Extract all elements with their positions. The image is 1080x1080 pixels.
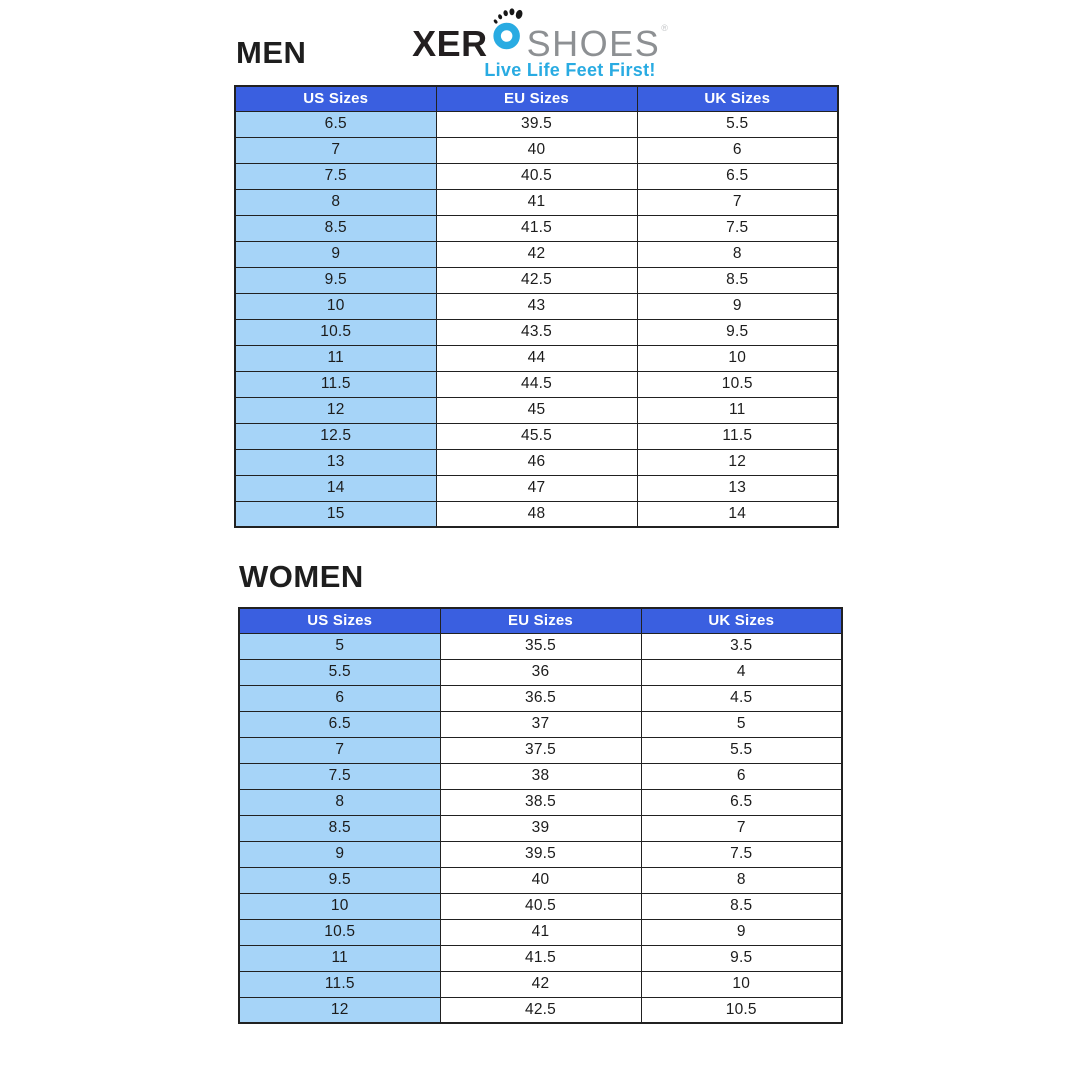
table-row — [239, 789, 842, 815]
size-cell: 8 — [235, 189, 436, 215]
size-cell: 41.5 — [436, 215, 637, 241]
size-cell: 7 — [641, 815, 842, 841]
size-cell: 10 — [235, 293, 436, 319]
size-cell: 9.5 — [235, 267, 436, 293]
table-row — [235, 111, 838, 137]
table-row — [239, 685, 842, 711]
size-cell: 12 — [239, 997, 440, 1023]
size-cell: 40 — [440, 867, 641, 893]
size-cell: 9 — [641, 919, 842, 945]
column-header: EU Sizes — [436, 86, 637, 111]
table-row — [235, 319, 838, 345]
table-row — [235, 475, 838, 501]
logo-text-xer: XER — [412, 23, 488, 65]
size-cell: 4 — [641, 659, 842, 685]
size-cell: 43.5 — [436, 319, 637, 345]
size-cell: 11.5 — [235, 371, 436, 397]
table-row — [239, 841, 842, 867]
size-cell: 9.5 — [637, 319, 838, 345]
table-row — [235, 215, 838, 241]
size-cell: 8.5 — [235, 215, 436, 241]
table-row — [239, 633, 842, 659]
size-cell: 38 — [440, 763, 641, 789]
size-cell: 6.5 — [641, 789, 842, 815]
table-row — [235, 163, 838, 189]
size-cell: 7.5 — [239, 763, 440, 789]
size-cell: 14 — [637, 501, 838, 527]
size-cell: 11 — [637, 397, 838, 423]
logo-wordmark — [412, 8, 668, 65]
size-cell: 7 — [637, 189, 838, 215]
size-cell: 46 — [436, 449, 637, 475]
size-cell: 36 — [440, 659, 641, 685]
table-row — [235, 397, 838, 423]
size-cell: 8.5 — [641, 893, 842, 919]
size-cell: 6 — [239, 685, 440, 711]
size-cell: 42 — [440, 971, 641, 997]
men-size-table — [234, 85, 839, 528]
size-cell: 8 — [239, 789, 440, 815]
header-row — [239, 608, 842, 633]
table-row — [235, 241, 838, 267]
table-row — [235, 501, 838, 527]
size-cell: 3.5 — [641, 633, 842, 659]
table-row — [239, 971, 842, 997]
size-cell: 10 — [641, 971, 842, 997]
logo-tagline: Live Life Feet First! — [484, 60, 656, 81]
table-row — [239, 737, 842, 763]
column-header: EU Sizes — [440, 608, 641, 633]
table-row — [235, 293, 838, 319]
size-cell: 10.5 — [235, 319, 436, 345]
size-cell: 10.5 — [637, 371, 838, 397]
size-cell: 5.5 — [637, 111, 838, 137]
size-cell: 7.5 — [637, 215, 838, 241]
men-section-title: MEN — [236, 35, 307, 70]
size-cell: 37.5 — [440, 737, 641, 763]
size-cell: 5.5 — [641, 737, 842, 763]
size-cell: 8.5 — [239, 815, 440, 841]
size-cell: 10 — [637, 345, 838, 371]
size-cell: 5.5 — [239, 659, 440, 685]
size-cell: 8 — [641, 867, 842, 893]
size-cell: 13 — [235, 449, 436, 475]
table-row — [235, 423, 838, 449]
table-row — [239, 997, 842, 1023]
size-cell: 41 — [436, 189, 637, 215]
size-cell: 7 — [239, 737, 440, 763]
size-cell: 40.5 — [440, 893, 641, 919]
size-cell: 9.5 — [239, 867, 440, 893]
column-header: US Sizes — [235, 86, 436, 111]
table-row — [235, 137, 838, 163]
column-header: UK Sizes — [641, 608, 842, 633]
xero-shoes-logo — [412, 8, 668, 79]
women-size-table — [238, 607, 843, 1024]
size-cell: 10 — [239, 893, 440, 919]
size-cell: 6.5 — [235, 111, 436, 137]
size-cell: 7.5 — [235, 163, 436, 189]
size-cell: 42.5 — [436, 267, 637, 293]
size-cell: 38.5 — [440, 789, 641, 815]
size-cell: 8.5 — [637, 267, 838, 293]
table-row — [235, 449, 838, 475]
size-cell: 4.5 — [641, 685, 842, 711]
size-cell: 36.5 — [440, 685, 641, 711]
logo-text-shoes: SHOES — [526, 23, 661, 65]
table-row — [239, 945, 842, 971]
size-cell: 6 — [637, 137, 838, 163]
size-cell: 42.5 — [440, 997, 641, 1023]
size-cell: 10.5 — [239, 919, 440, 945]
size-cell: 48 — [436, 501, 637, 527]
table-row — [239, 893, 842, 919]
table-row — [239, 919, 842, 945]
size-cell: 5 — [239, 633, 440, 659]
table-row — [239, 815, 842, 841]
table-row — [239, 711, 842, 737]
size-cell: 40.5 — [436, 163, 637, 189]
size-cell: 10.5 — [641, 997, 842, 1023]
table-row — [239, 659, 842, 685]
size-cell: 6 — [641, 763, 842, 789]
size-cell: 41.5 — [440, 945, 641, 971]
size-cell: 39 — [440, 815, 641, 841]
table-row — [235, 345, 838, 371]
table-row — [235, 189, 838, 215]
size-cell: 12 — [235, 397, 436, 423]
size-cell: 9.5 — [641, 945, 842, 971]
size-cell: 39.5 — [440, 841, 641, 867]
size-cell: 9 — [239, 841, 440, 867]
size-cell: 45.5 — [436, 423, 637, 449]
size-cell: 11.5 — [637, 423, 838, 449]
size-cell: 12 — [637, 449, 838, 475]
size-cell: 40 — [436, 137, 637, 163]
table-row — [239, 867, 842, 893]
size-cell: 7 — [235, 137, 436, 163]
size-cell: 47 — [436, 475, 637, 501]
table-row — [235, 371, 838, 397]
registered-trademark: ® — [661, 23, 668, 34]
size-cell: 43 — [436, 293, 637, 319]
size-cell: 44 — [436, 345, 637, 371]
size-cell: 39.5 — [436, 111, 637, 137]
size-cell: 7.5 — [641, 841, 842, 867]
size-cell: 13 — [637, 475, 838, 501]
size-cell: 42 — [436, 241, 637, 267]
women-section-title: WOMEN — [239, 559, 364, 594]
header-row — [235, 86, 838, 111]
size-cell: 8 — [637, 241, 838, 267]
size-cell: 15 — [235, 501, 436, 527]
size-cell: 11 — [235, 345, 436, 371]
size-cell: 5 — [641, 711, 842, 737]
size-cell: 11 — [239, 945, 440, 971]
size-cell: 11.5 — [239, 971, 440, 997]
size-cell: 9 — [637, 293, 838, 319]
table-row — [235, 267, 838, 293]
column-header: UK Sizes — [637, 86, 838, 111]
size-cell: 12.5 — [235, 423, 436, 449]
table-row — [239, 763, 842, 789]
size-cell: 41 — [440, 919, 641, 945]
size-cell: 37 — [440, 711, 641, 737]
foot-o-icon — [490, 8, 524, 52]
size-cell: 6.5 — [239, 711, 440, 737]
size-cell: 44.5 — [436, 371, 637, 397]
size-cell: 35.5 — [440, 633, 641, 659]
size-cell: 6.5 — [637, 163, 838, 189]
size-cell: 14 — [235, 475, 436, 501]
size-cell: 9 — [235, 241, 436, 267]
size-cell: 45 — [436, 397, 637, 423]
column-header: US Sizes — [239, 608, 440, 633]
